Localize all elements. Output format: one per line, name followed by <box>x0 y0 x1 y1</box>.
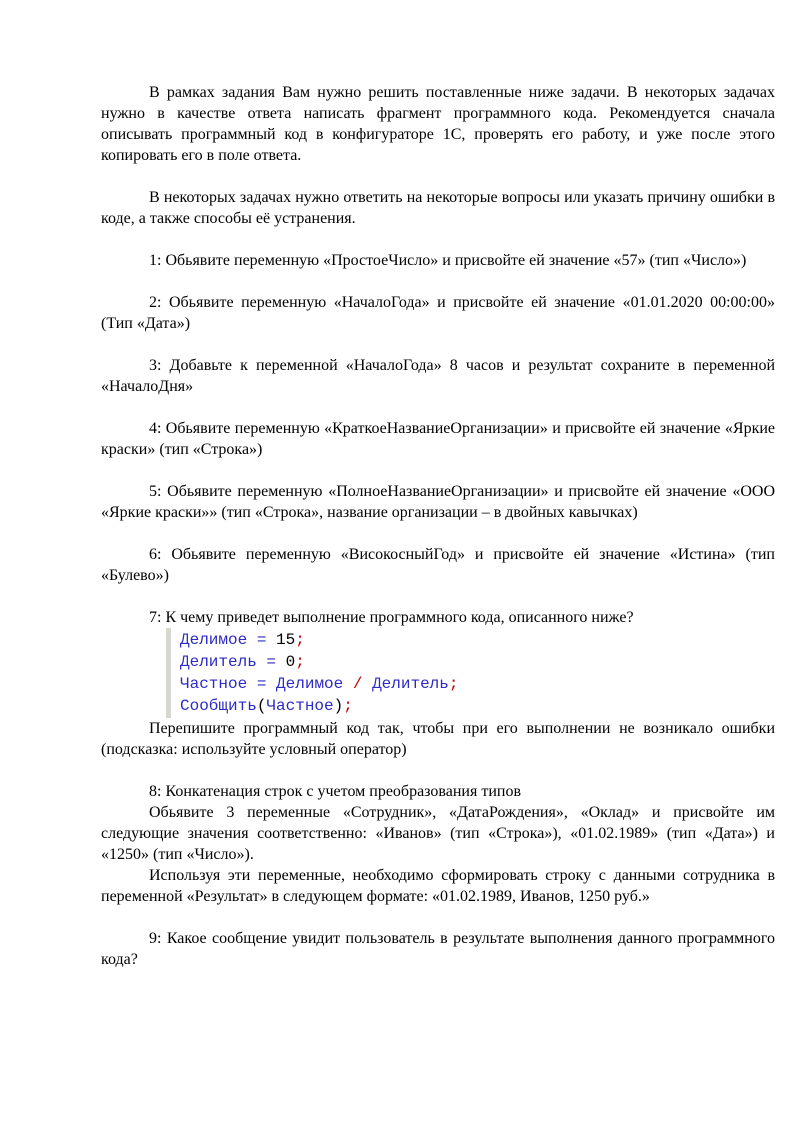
task-5: 5: Обьявите переменную «ПолноеНазваниеОрганизации» и присвойте ей значение «ООО «Яркие краски»» (тип «Строка», название организации – в двойных кавычках) <box>101 483 775 521</box>
code-line: Частное = Делимое / Делитель; <box>180 675 459 693</box>
task-8-detail-1: Обьявите 3 переменные «Сотрудник», «ДатаРождения», «Оклад» и присвойте им следующие значения соответственно: «Иванов» (тип «Строка»), «01.02.1989» (тип «Дата») и «1250» (тип «Число»). <box>101 804 775 863</box>
intro-paragraph-1: В рамках задания Вам нужно решить поставленные ниже задачи. В некоторых задачах нужно в качестве ответа написать фрагмент программного кода. Рекомендуется сначала описывать программный код в конфигураторе 1С, проверять его работу, и уже после этого копировать его в поле ответа. <box>101 84 775 164</box>
task-2: 2: Обьявите переменную «НачалоГода» и присвойте ей значение «01.01.2020 00:00:00» (Тип «Дата») <box>101 294 775 332</box>
code-line: Сообщить(Частное); <box>180 697 353 715</box>
intro-paragraph-2: В некоторых задачах нужно ответить на некоторые вопросы или указать причину ошибки в коде, а также способы её устранения. <box>101 189 775 227</box>
task-8-detail-2: Используя эти переменные, необходимо сформировать строку с данными сотрудника в переменной «Результат» в следующем формате: «01.02.1989, Иванов, 1250 руб.» <box>101 867 775 905</box>
task-7-followup: Перепишите программный код так, чтобы при его выполнении не возникало ошибки (подсказка: используйте условный оператор) <box>101 720 775 758</box>
code-line: Делитель = 0; <box>180 653 305 671</box>
code-block <box>166 628 775 718</box>
task-6: 6: Обьявите переменную «ВисокосныйГод» и присвойте ей значение «Истина» (тип «Булево») <box>101 546 775 584</box>
code-line: Делимое = 15; <box>180 631 305 649</box>
task-7-question: 7: К чему приведет выполнение программного кода, описанного ниже? <box>149 609 634 626</box>
task-1: 1: Обьявите переменную «ПростоеЧисло» и присвойте ей значение «57» (тип «Число») <box>149 252 747 269</box>
task-9: 9: Какое сообщение увидит пользователь в результате выполнения данного программного кода? <box>101 930 775 968</box>
task-4: 4: Обьявите переменную «КраткоеНазваниеОрганизации» и присвойте ей значение «Яркие краски» (тип «Строка») <box>101 420 775 458</box>
task-8-title: 8: Конкатенация строк с учетом преобразования типов <box>149 783 521 800</box>
task-3: 3: Добавьте к переменной «НачалоГода» 8 часов и результат сохраните в переменной «НачалоДня» <box>101 357 775 395</box>
